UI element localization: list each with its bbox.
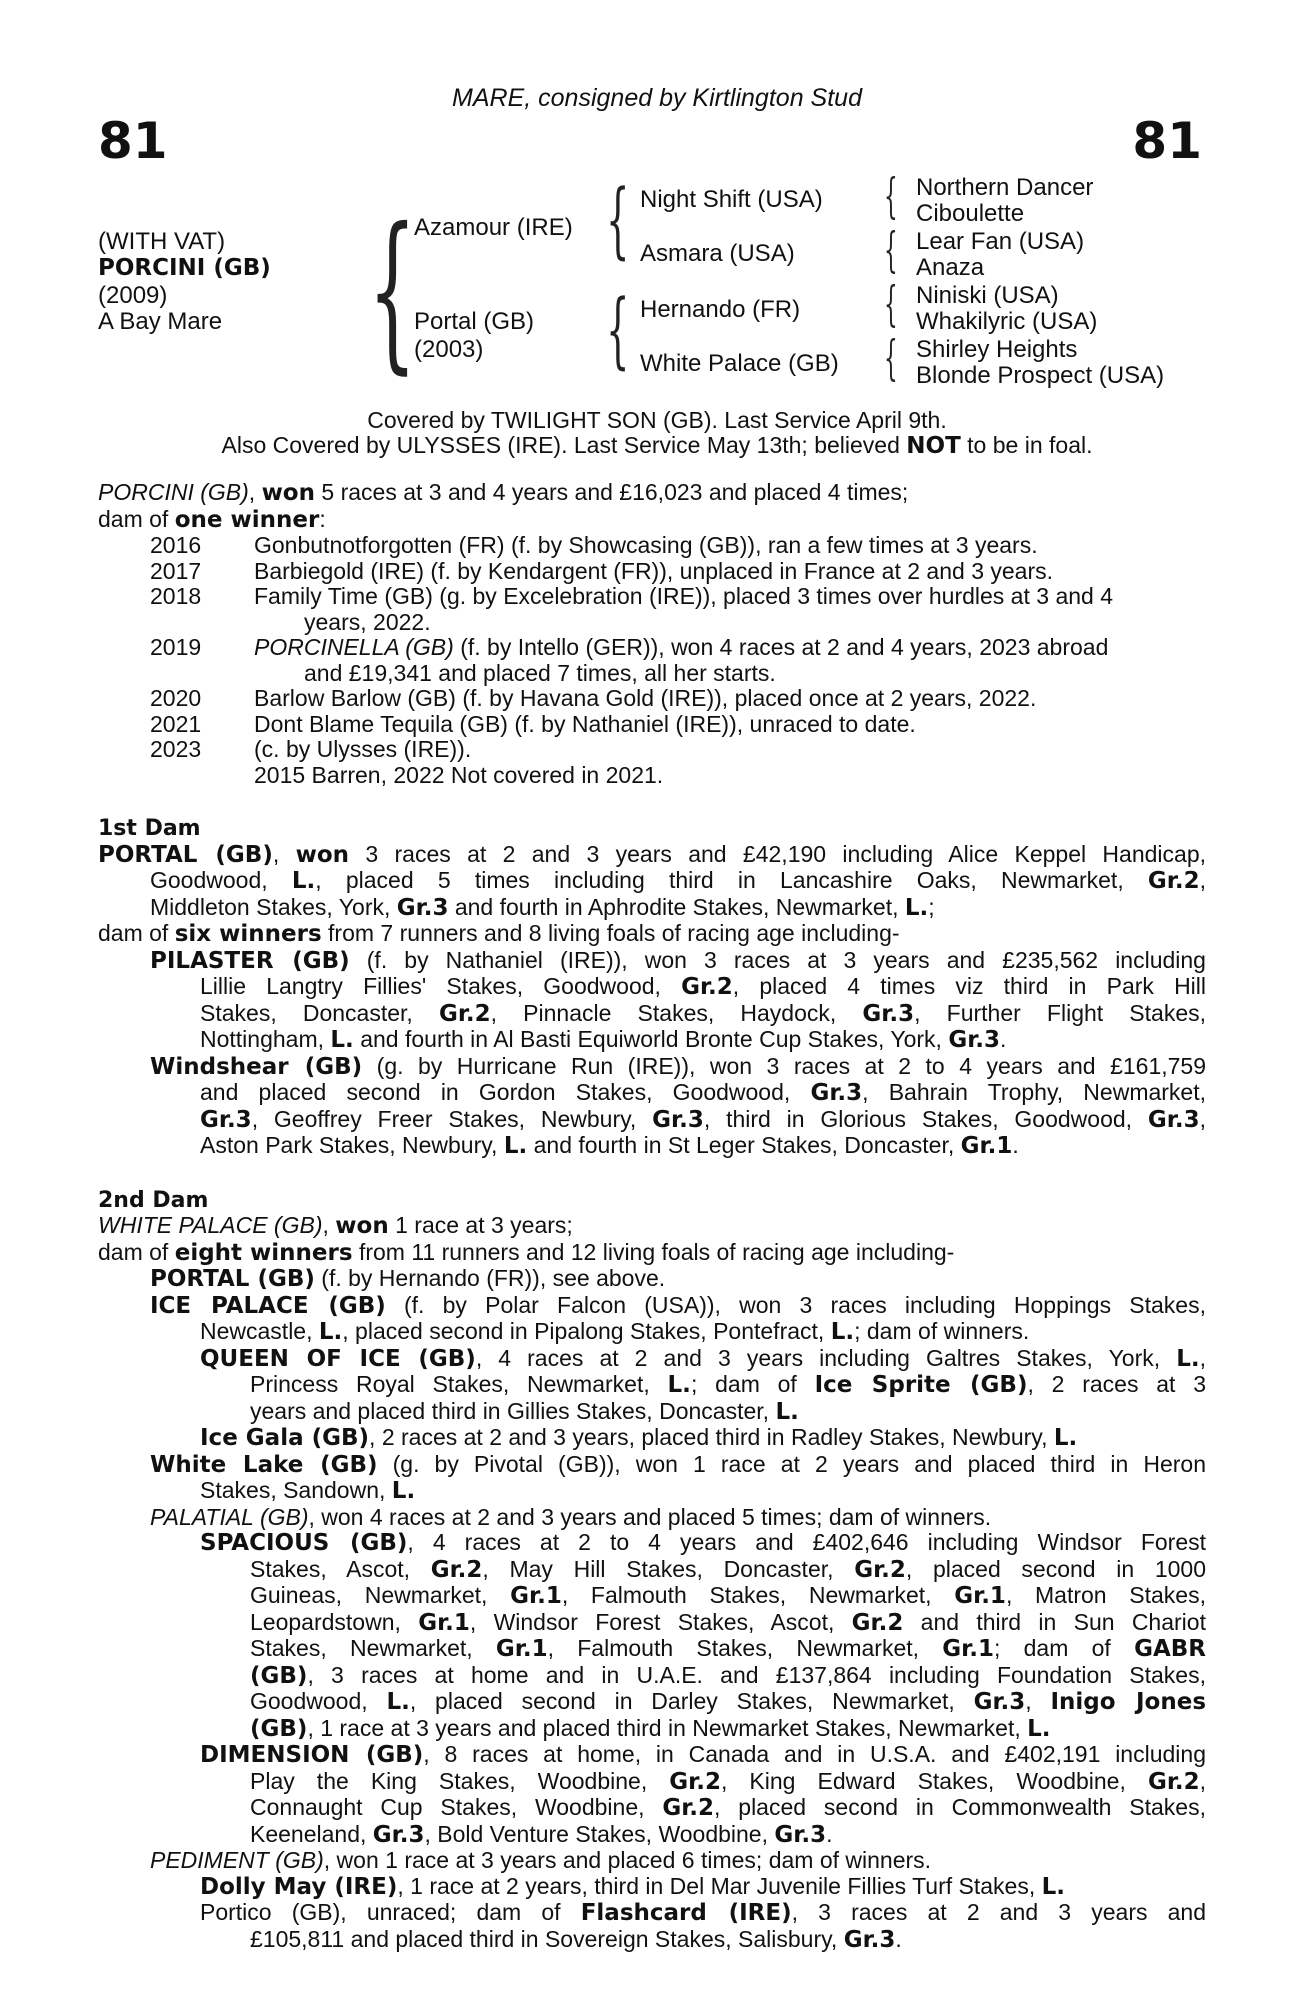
first-dam-line: Goodwood, L., placed 5 times including third in Lancashire Oaks, Newmarket, Gr.2,: [150, 867, 1206, 894]
pedigree-brace-main: {: [368, 192, 417, 390]
produce-row: 2021 Dont Blame Tequila (GB) (f. by Nathaniel (IRE)), unraced to date.: [150, 710, 916, 737]
pedigree-g3-3: Lear Fan (USA): [916, 228, 1085, 255]
produce-dam-of-line: dam of one winner:: [98, 505, 326, 533]
produce-barren-note: 2015 Barren, 2022 Not covered in 2021.: [254, 761, 664, 788]
pedigree-g3-5: Niniski (USA): [916, 282, 1059, 309]
second-dam-line: DIMENSION (GB), 8 races at home, in Canada and in U.S.A. and £402,191 including: [200, 1741, 1206, 1768]
pedigree-g3-8: Blonde Prospect (USA): [916, 362, 1165, 389]
second-dam-line: Guineas, Newmarket, Gr.1, Falmouth Stakes, Newmarket, Gr.1, Matron Stakes,: [250, 1582, 1206, 1609]
first-dam-line: and placed second in Gordon Stakes, Goodwood, Gr.3, Bahrain Trophy, Newmarket,: [200, 1079, 1206, 1106]
pedigree-g3-6: Whakilyric (USA): [916, 308, 1098, 335]
produce-row: 2016 Gonbutnotforgotten (FR) (f. by Showcasing (GB)), ran a few times at 3 years.: [150, 532, 1038, 558]
second-dam-line: Goodwood, L., placed second in Darley Stakes, Newmarket, Gr.3, Inigo Jones: [250, 1688, 1207, 1715]
second-dam-line: ICE PALACE (GB) (f. by Polar Falcon (USA)), won 3 races including Hoppings Stakes,: [150, 1291, 1206, 1319]
second-dam-line: PORTAL (GB) (f. by Hernando (FR)), see above.: [150, 1265, 666, 1292]
pedigree-brace-sire: {: [606, 173, 630, 268]
pedigree-g3-2: Ciboulette: [916, 200, 1025, 227]
produce-row-continuation: years, 2022.: [304, 608, 431, 635]
second-dam-line: £105,811 and placed third in Sovereign Stakes, Salisbury, Gr.3.: [250, 1925, 902, 1953]
pedigree-g3-4: Anaza: [916, 254, 985, 281]
second-dam-line: SPACIOUS (GB), 4 races at 2 to 4 years and £402,646 including Windsor Forest: [200, 1529, 1207, 1556]
produce-intro-line: PORCINI (GB), won 5 races at 3 and 4 years and £16,023 and placed 4 times;: [98, 479, 909, 506]
first-dam-line: Stakes, Doncaster, Gr.2, Pinnacle Stakes, Haydock, Gr.3, Further Flight Stakes,: [200, 999, 1207, 1027]
second-dam-line: QUEEN OF ICE (GB), 4 races at 2 and 3 years including Galtres Stakes, York, L.,: [200, 1344, 1206, 1372]
first-dam-line: Middleton Stakes, York, Gr.3 and fourth in Aphrodite Stakes, Newmarket, L.;: [150, 893, 935, 921]
second-dam-line: White Lake (GB) (g. by Pivotal (GB)), won 1 race at 2 years and placed third in Heron: [150, 1450, 1207, 1478]
horse-name: PORCINI (GB): [98, 255, 271, 281]
pedigree-brace-g4: {: [884, 330, 898, 386]
first-dam-line: Windshear (GB) (g. by Hurricane Run (IRE)), won 3 races at 2 to 4 years and £161,759: [150, 1052, 1207, 1080]
second-dam-line: Connaught Cup Stakes, Woodbine, Gr.2, placed second in Commonwealth Stakes,: [250, 1794, 1206, 1821]
catalogue-body: [98, 480, 1206, 1953]
second-dam-line: Stakes, Sandown, L.: [200, 1477, 416, 1504]
pedigree-brace-g3: {: [884, 276, 898, 332]
vat-note: (WITH VAT): [98, 228, 226, 255]
second-dam-line: Play the King Stakes, Woodbine, Gr.2, King Edward Stakes, Woodbine, Gr.2,: [250, 1767, 1207, 1795]
pedigree-sire: Azamour (IRE): [414, 214, 573, 241]
second-dam-line: Stakes, Newmarket, Gr.1, Falmouth Stakes, Newmarket, Gr.1; dam of GABR: [250, 1635, 1206, 1662]
page-subtitle: MARE, consigned by Kirtlington Stud: [452, 84, 862, 112]
pedigree-sire-dam: Asmara (USA): [640, 240, 795, 267]
pedigree-sire-sire: Night Shift (USA): [640, 186, 823, 213]
horse-year: (2009): [98, 282, 168, 309]
second-dam-heading: 2nd Dam: [98, 1187, 209, 1213]
second-dam-line: years and placed third in Gillies Stakes, Doncaster, L.: [250, 1397, 799, 1425]
second-dam-line: Princess Royal Stakes, Newmarket, L.; dam of Ice Sprite (GB), 2 races at 3: [250, 1371, 1207, 1398]
pedigree-dam-sire: Hernando (FR): [640, 296, 801, 323]
covering-line-1: Covered by TWILIGHT SON (GB). Last Service April 9th.: [367, 407, 947, 433]
produce-row-continuation: and £19,341 and placed 7 times, all her starts.: [304, 659, 776, 686]
second-dam-line: (GB), 1 race at 3 years and placed third in Newmarket Stakes, Newmarket, L.: [250, 1714, 1051, 1742]
produce-row: 2018 Family Time (GB) (g. by Excelebration (IRE)), placed 3 times over hurdles at 3 and 4: [150, 583, 1113, 609]
first-dam-line: Gr.3, Geoffrey Freer Stakes, Newbury, Gr.3, third in Glorious Stakes, Goodwood, Gr.3,: [200, 1105, 1206, 1133]
pedigree-dam: Portal (GB): [414, 308, 535, 335]
second-dam-line: Ice Gala (GB), 2 races at 2 and 3 years, placed third in Radley Stakes, Newbury, L.: [200, 1424, 1078, 1451]
first-dam-line: PORTAL (GB), won 3 races at 2 and 3 years and £42,190 including Alice Keppel Handicap,: [98, 840, 1207, 868]
second-dam-line: dam of eight winners from 11 runners and 12 living foals of racing age including-: [98, 1238, 955, 1266]
pedigree-dam-year: (2003): [414, 336, 484, 363]
second-dam-line: Dolly May (IRE), 1 race at 2 years, third in Del Mar Juvenile Fillies Turf Stakes, L.: [200, 1872, 1066, 1900]
pedigree-g3-7: Shirley Heights: [916, 336, 1078, 363]
second-dam-line: WHITE PALACE (GB), won 1 race at 3 years;: [98, 1212, 573, 1239]
second-dam-line: Stakes, Ascot, Gr.2, May Hill Stakes, Doncaster, Gr.2, placed second in 1000: [250, 1555, 1206, 1583]
produce-row: 2020 Barlow Barlow (GB) (f. by Havana Gold (IRE)), placed once at 2 years, 2022.: [150, 685, 1037, 711]
pedigree-brace-g2: {: [884, 222, 898, 278]
pedigree-brace-dam: {: [606, 283, 630, 378]
first-dam-line: Lillie Langtry Fillies' Stakes, Goodwood, Gr.2, placed 4 times viz third in Park Hill: [200, 973, 1207, 1000]
second-dam-line: PEDIMENT (GB), won 1 race at 3 years and placed 6 times; dam of winners.: [150, 1847, 932, 1873]
pedigree-brace-g1: {: [884, 168, 898, 224]
covering-line-2: Also Covered by ULYSSES (IRE). Last Service May 13th; believed NOT to be in foal.: [221, 432, 1093, 459]
second-dam-line: Keeneland, Gr.3, Bold Venture Stakes, Woodbine, Gr.3.: [250, 1820, 833, 1848]
first-dam-heading: 1st Dam: [98, 816, 201, 841]
second-dam-line: Leopardstown, Gr.1, Windsor Forest Stakes, Ascot, Gr.2 and third in Sun Chariot: [250, 1608, 1206, 1636]
produce-row: 2017 Barbiegold (IRE) (f. by Kendargent (FR)), unplaced in France at 2 and 3 years.: [150, 557, 1054, 584]
first-dam-line: Nottingham, L. and fourth in Al Basti Equiworld Bronte Cup Stakes, York, Gr.3.: [200, 1026, 1007, 1053]
horse-description: A Bay Mare: [98, 308, 223, 335]
pedigree-dam-dam: White Palace (GB): [640, 350, 839, 377]
produce-row: 2019 PORCINELLA (GB) (f. by Intello (GER)), won 4 races at 2 and 4 years, 2023 abroad: [150, 634, 1109, 660]
second-dam-line: PALATIAL (GB), won 4 races at 2 and 3 years and placed 5 times; dam of winners.: [150, 1503, 992, 1530]
second-dam-line: Portico (GB), unraced; dam of Flashcard (IRE), 3 races at 2 and 3 years and: [200, 1899, 1206, 1926]
first-dam-line: PILASTER (GB) (f. by Nathaniel (IRE)), won 3 races at 3 years and £235,562 including: [150, 946, 1206, 974]
second-dam-line: (GB), 3 races at home and in U.A.E. and £137,864 including Foundation Stakes,: [250, 1661, 1206, 1689]
produce-row: 2023 (c. by Ulysses (IRE)).: [150, 736, 472, 762]
first-dam-line: Aston Park Stakes, Newbury, L. and fourth in St Leger Stakes, Doncaster, Gr.1.: [200, 1132, 1019, 1159]
second-dam-line: Newcastle, L., placed second in Pipalong Stakes, Pontefract, L.; dam of winners.: [200, 1318, 1030, 1345]
first-dam-line: dam of six winners from 7 runners and 8 living foals of racing age including-: [98, 920, 900, 947]
lot-number-left: 81: [98, 112, 168, 170]
pedigree-g3-1: Northern Dancer: [916, 174, 1094, 201]
lot-number-right: 81: [1132, 112, 1202, 170]
